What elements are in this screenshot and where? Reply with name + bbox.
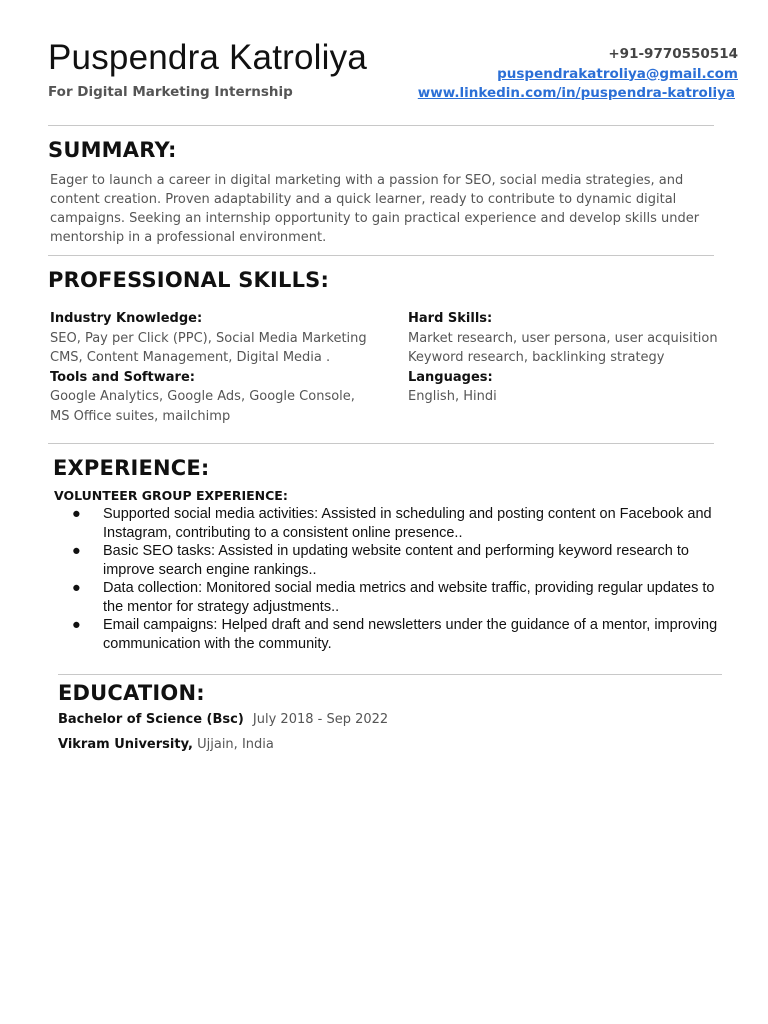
hard-skills-line: Market research, user persona, user acquisition	[408, 330, 718, 346]
phone-number: +91-9770550514	[608, 46, 738, 62]
university-location: Ujjain, India	[192, 737, 274, 752]
tools-line: MS Office suites, mailchimp	[50, 408, 231, 424]
experience-item	[72, 505, 737, 542]
divider	[58, 674, 722, 675]
languages-heading: Languages:	[408, 369, 493, 385]
linkedin-link[interactable]: www.linkedin.com/in/puspendra-katroliya	[417, 85, 735, 101]
experience-heading: EXPERIENCE:	[53, 456, 210, 480]
divider	[48, 443, 714, 444]
university-name: Vikram University,	[58, 737, 193, 752]
email-link[interactable]: puspendrakatroliya@gmail.com	[497, 65, 738, 82]
bullet-icon: ●	[72, 506, 81, 522]
degree-name: Bachelor of Science (Bsc)	[58, 712, 244, 727]
job-target-tagline: For Digital Marketing Internship	[48, 84, 293, 100]
languages-line: English, Hindi	[408, 389, 497, 404]
tools-heading: Tools and Software:	[50, 369, 195, 385]
experience-item-text: Data collection: Monitored social media metrics and website traffic, providing regular updates to the mentor for strategy adjustments..	[103, 580, 715, 615]
hard-skills-heading: Hard Skills:	[408, 311, 493, 326]
industry-knowledge-heading: Industry Knowledge:	[50, 311, 203, 326]
candidate-name: Puspendra Katroliya	[48, 38, 367, 77]
divider	[48, 255, 714, 256]
industry-knowledge-line: SEO, Pay per Click (PPC), Social Media Marketing	[50, 330, 367, 346]
experience-item-text: Supported social media activities: Assisted in scheduling and posting content on Facebook and Instagram, contributing to a consistent online presence..	[103, 506, 712, 541]
experience-item	[72, 542, 737, 579]
summary-text: Eager to launch a career in digital marketing with a passion for SEO, social media strategies, and content creation. Proven adaptability and a quick learner, ready to contribute to dynamic digital campaigns. Seeking an internship opportunity to gain practical experience and develop skills under mentorship in a professional environment.	[50, 173, 700, 245]
bullet-icon: ●	[72, 543, 81, 559]
degree-line	[58, 712, 388, 727]
hard-skills-line: Keyword research, backlinking strategy	[408, 350, 665, 365]
volunteer-subheading: VOLUNTEER GROUP EXPERIENCE:	[54, 488, 288, 503]
experience-item-text: Basic SEO tasks: Assisted in updating website content and performing keyword research to improve search engine rankings..	[103, 543, 689, 578]
skills-left-column	[50, 309, 380, 426]
education-heading: EDUCATION:	[58, 681, 205, 705]
experience-item	[72, 616, 737, 653]
bullet-icon: ●	[72, 580, 81, 596]
industry-knowledge-line: CMS, Content Management, Digital Media .	[50, 350, 331, 365]
experience-item	[72, 579, 737, 616]
university-line	[58, 737, 274, 752]
divider	[48, 125, 714, 126]
summary-heading: SUMMARY:	[48, 138, 177, 162]
skills-right-column	[408, 309, 738, 407]
contact-block	[418, 45, 738, 104]
degree-dates: July 2018 - Sep 2022	[252, 712, 389, 727]
bullet-icon: ●	[72, 617, 81, 633]
experience-list	[72, 505, 737, 653]
experience-item-text: Email campaigns: Helped draft and send newsletters under the guidance of a mentor, improving communication with the community.	[103, 617, 718, 652]
tools-line: Google Analytics, Google Ads, Google Console,	[50, 389, 355, 404]
skills-heading: PROFESSIONAL SKILLS:	[48, 268, 330, 292]
